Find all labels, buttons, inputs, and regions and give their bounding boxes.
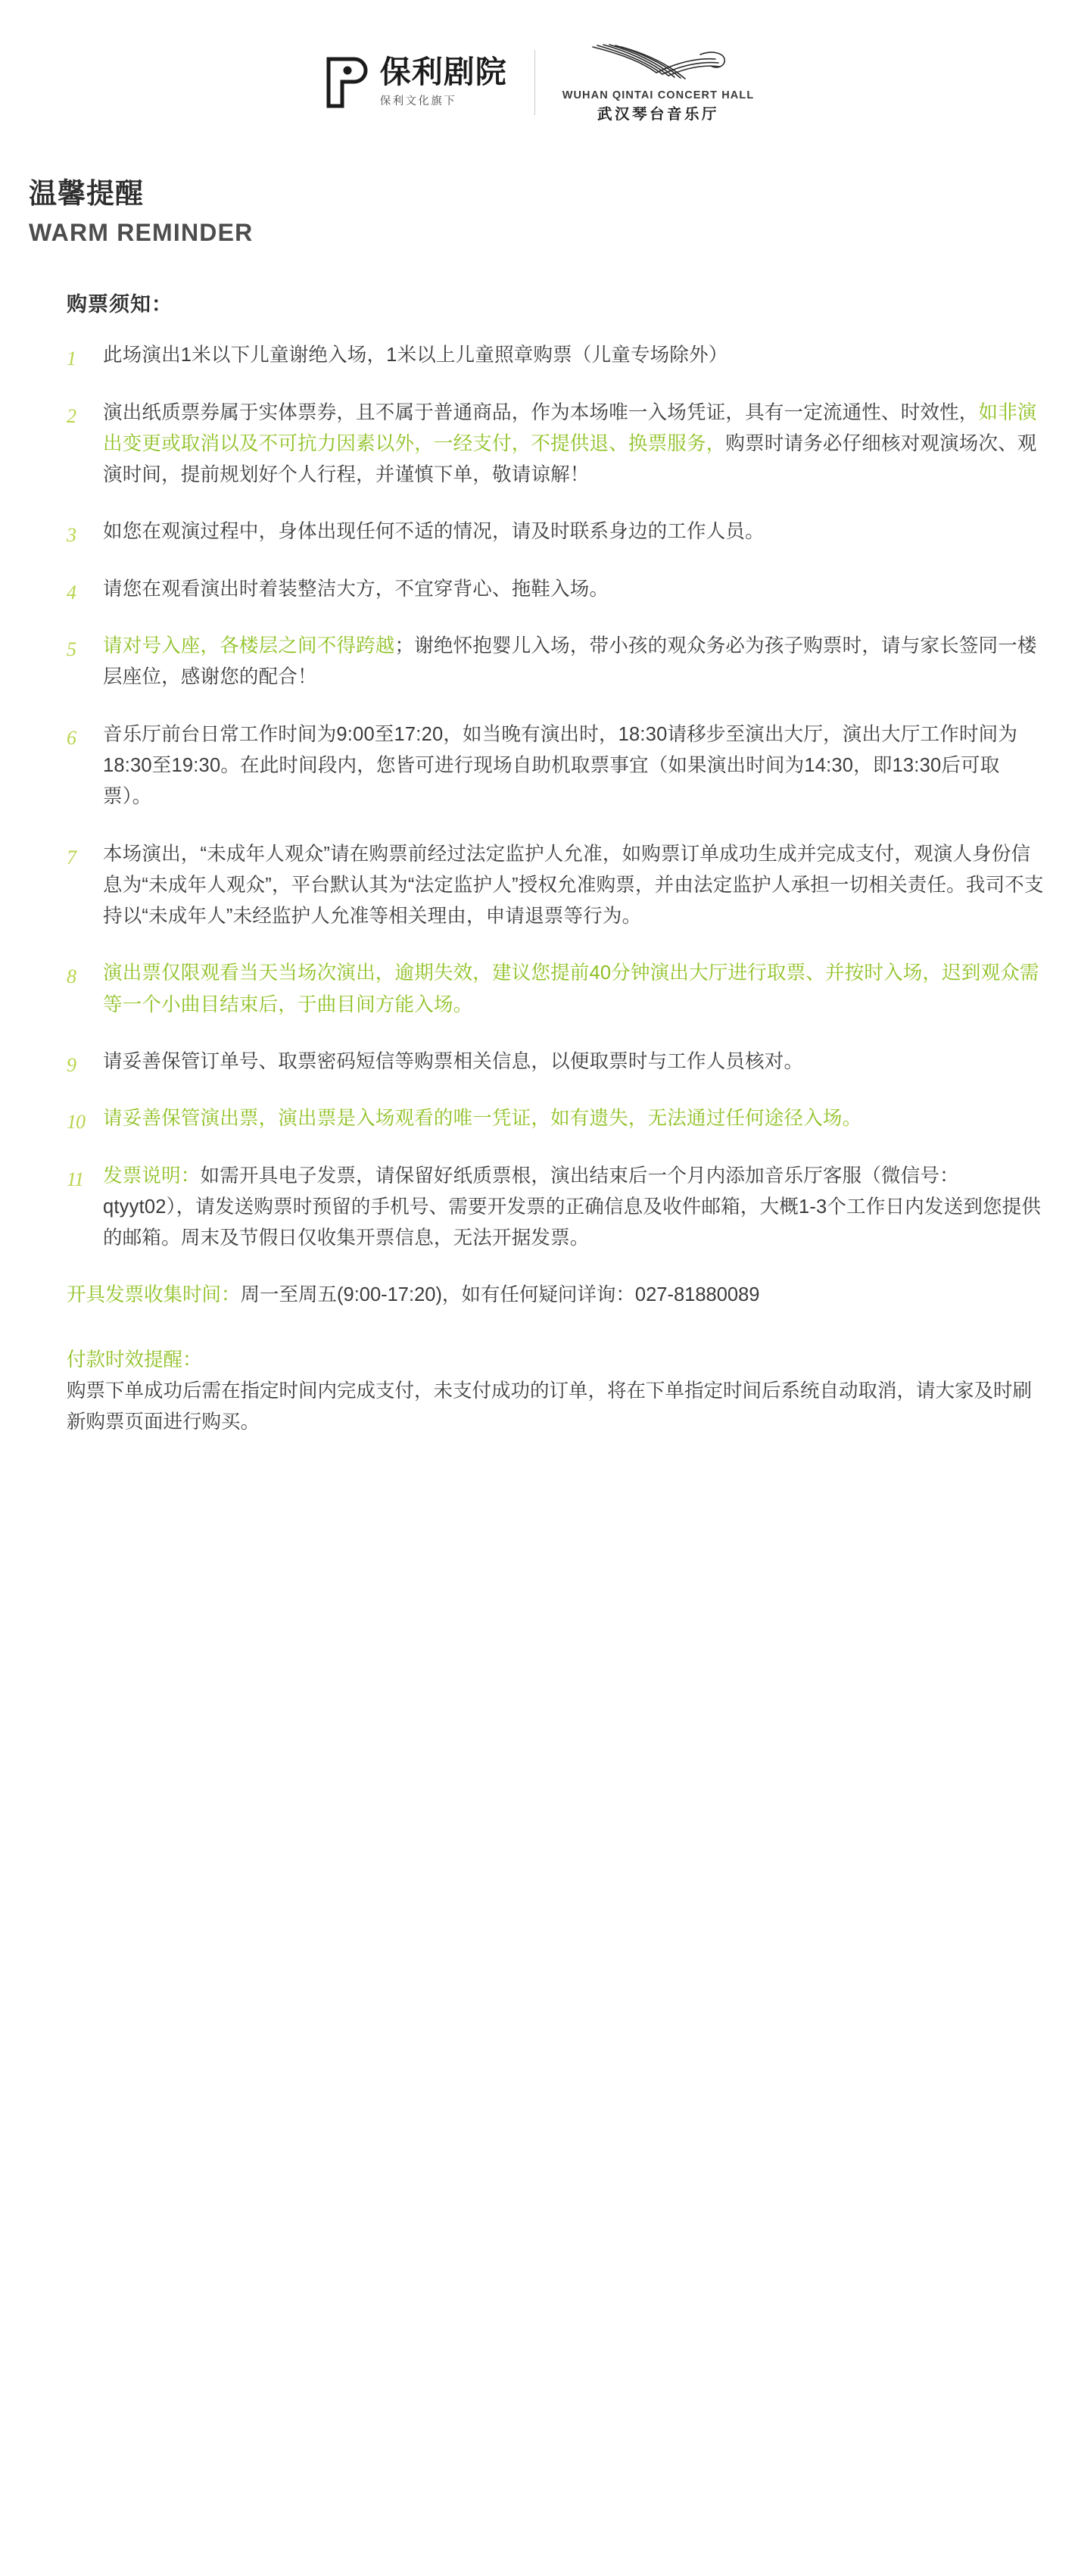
wuhan-qintai-logo [562,42,755,122]
notice-item-number: 6 [67,726,76,749]
bottom-spacer [0,1439,1078,1530]
notice-item-text: 请妥善保管订单号、取票密码短信等购票相关信息，以便取票时与工作人员核对。 [103,1051,804,1072]
notice-sub-block [67,1280,1046,1311]
notice-item-number: 1 [67,348,76,370]
notice-sub-blocks [67,1280,1046,1438]
notice-sub-block-text: 购票下单成功后需在指定时间内完成支付，未支付成功的订单，将在下单指定时间后系统自动取消，请大家及时刷新购票页面进行购买。 [67,1380,1033,1433]
notice-sub-block-lead: 开具发票收集时间： [67,1284,241,1306]
notice-item-text: 如非演出变更或取消以及不可抗力因素以外，一经支付，不提供退、换票服务， [103,401,1037,454]
notice-item [67,574,1046,605]
notice-item [67,631,1046,694]
notice-sub-block-lead: 付款时效提醒： [67,1349,202,1371]
notice-item [67,958,1046,1021]
page-title-block [0,176,1078,247]
notice-item-number: 10 [67,1111,85,1134]
notice-item-text: 请对号入座，各楼层之间不得跨越 [103,635,395,657]
poly-theatre-text [380,57,507,108]
notice-item-number: 4 [67,581,76,603]
poly-name-cn: 保利剧院 [379,55,507,90]
notice-item-number: 3 [67,524,76,547]
poly-sub-cn: 保利文化旗下 [379,95,457,108]
notice-item-number: 2 [67,404,76,427]
notice-section [0,288,1078,1438]
notice-item-text: 购票时请务必仔细核对观演场次、观演时间，提前规划好个人行程，并谨慎下单，敬请谅解！ [103,432,1037,486]
notice-list [67,340,1046,1254]
notice-item [67,1161,1046,1255]
vertical-divider [534,50,535,115]
notice-item-text: ；谢绝怀抱婴儿入场，带小孩的观众务必为孩子购票时，请与家长签同一楼层座位，感谢您的配合！ [103,635,1037,688]
notice-item-number: 8 [67,965,76,988]
wuhan-qintai-wave-mark-icon [587,42,729,83]
poly-theatre-mark-icon [324,55,368,111]
notice-item [67,398,1046,491]
notice-item-text: 请妥善保管演出票，演出票是入场观看的唯一凭证，如有遗失，无法通过任何途径入场。 [103,1108,862,1130]
page-title: 温馨提醒 [29,178,144,209]
notice-item-number: 5 [67,638,76,661]
wuhan-name-en: WUHAN QINTAI CONCERT HALL [562,89,755,101]
poly-theatre-logo [324,55,507,111]
notice-sub-block-text: 周一至周五(9:00-17:20)，如有任何疑问详询：027-81880089 [240,1284,760,1306]
notice-item-number: 11 [67,1168,84,1190]
notice-item-text: 请您在观看演出时着装整洁大方，不宜穿背心、拖鞋入场。 [103,578,609,600]
notice-item [67,1103,1046,1134]
notice-item [67,1046,1046,1077]
notice-item-text: 本场演出，“未成年人观众”请在购票前经过法定监护人允准，如购票订单成功生成并完成支付，观演人身份信息为“未成年人观众”，平台默认其为“法定监护人”授权允准购票，并由法定监护人承担一切相关责任。我司不支持以“未成年人”未经监护人允准等相关理由，申请退票等行为。 [103,843,1044,928]
notice-item-text: 音乐厅前台日常工作时间为9:00至17:20，如当晚有演出时，18:30请移步至演出大厅，演出大厅工作时间为18:30至19:30。在此时间段内，您皆可进行现场自助机取票事宜（如果演出时间为14:30，即13:30后可取票）。 [103,723,1018,808]
notice-sub-block [67,1345,1046,1439]
notice-item-number: 7 [67,846,76,869]
notice-item-text: 此场演出1米以下儿童谢绝入场，1米以上儿童照章购票（儿童专场除外） [103,345,728,366]
notice-item-number: 9 [67,1054,76,1076]
wuhan-name-cn: 武汉琴台音乐厅 [597,106,719,123]
notice-item [67,516,1046,547]
notice-item-text: 如需开具电子发票，请保留好纸质票根，演出结束后一个月内添加音乐厅客服（微信号：qtyyt02），请发送购票时预留的手机号、需要开发票的正确信息及收件邮箱，大概1-3个工作日内发送到您提供的邮箱。周末及节假日仅收集开票信息，无法开据发票。 [103,1165,1042,1249]
notice-item-text: 演出票仅限观看当天当场次演出，逾期失效，建议您提前40分钟演出大厅进行取票、并按时入场，迟到观众需等一个小曲目结束后，于曲目间方能入场。 [103,962,1039,1015]
notice-item [67,839,1046,933]
notice-item-text: 演出纸质票券属于实体票券，且不属于普通商品，作为本场唯一入场凭证，具有一定流通性、时效性， [103,401,979,423]
notice-heading: 购票须知： [67,293,173,317]
notice-item-text: 如您在观演过程中，身体出现任何不适的情况，请及时联系身边的工作人员。 [103,521,765,543]
header-logo-row [0,0,1078,129]
page-title-en: WARM REMINDER [29,219,254,247]
notice-item-text: 发票说明： [103,1165,201,1187]
notice-item [67,340,1046,371]
notice-item [67,719,1046,813]
